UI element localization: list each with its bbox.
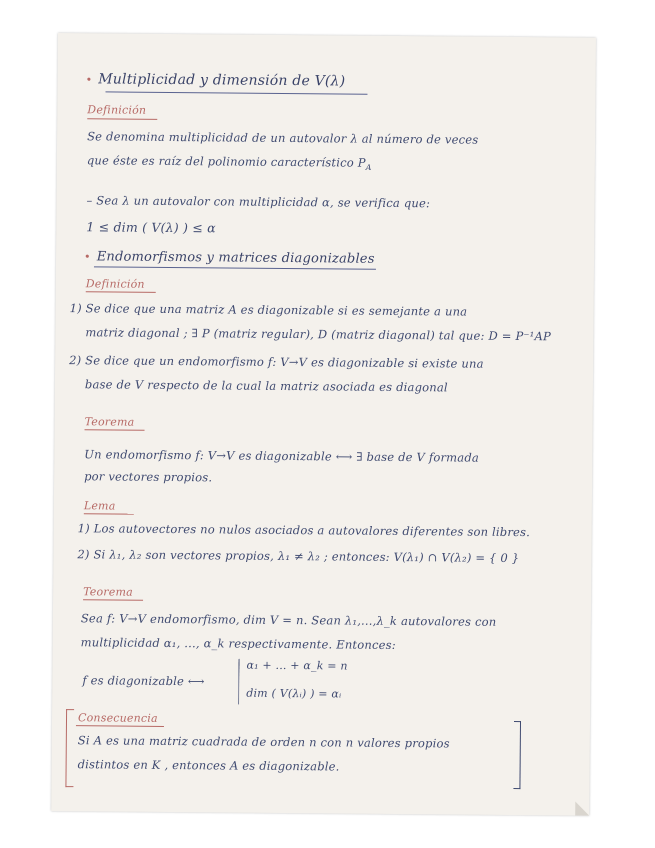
teorema1-line1: Un endomorfismo f: V→V es diagonizable ⟷ ∃ base de V formada [84, 447, 480, 465]
lema-heading: Lema [83, 499, 116, 513]
section2-d2-line1: 2) Se dice que un endomorfismo f: V→V es diagonizable si existe una [69, 353, 484, 371]
consecuencia-heading: Consecuencia [77, 711, 158, 725]
section1-def-heading: Definición [87, 103, 147, 117]
section1-def-line2 [87, 153, 372, 172]
bullet-icon: • [83, 250, 91, 264]
lema-line2: 2) Si λ₁, λ₂ son vectores propios, λ₁ ≠ λ₂ ; entonces: V(λ₁) ∩ V(λ₂) = { 0 } [77, 547, 520, 566]
section1-title-text: Multiplicidad y dimensión de V(λ) [98, 71, 346, 90]
teorema1-line2: por vectores propios. [84, 469, 213, 485]
teorema2-line2: multiplicidad α₁, ..., α_k respectivamente. Entonces: [80, 635, 396, 652]
consecuencia-line2: distintos en K , entonces A es diagonizable. [77, 757, 340, 774]
section1-inequality: 1 ≤ dim ( V(λ) ) ≤ α [86, 219, 216, 236]
def-line2-text: que éste es raíz del polinomio característico P [86, 153, 366, 170]
def-heading-underline [87, 118, 157, 120]
section2-d2-line2: base de V respecto de la cual la matriz asociada es diagonal [84, 377, 448, 395]
teorema1-underline [85, 429, 145, 431]
teorema2-line1: Sea f: V→V endomorfismo, dim V = n. Sean λ₁,...,λ_k autovalores con [80, 611, 497, 629]
section2-title [84, 249, 375, 267]
section1-def-line1: Se denomina multiplicidad de un autovalor λ al número de veces [87, 129, 479, 147]
section1-title [86, 71, 346, 89]
consecuencia-underline [76, 725, 164, 727]
section2-def-heading: Definición [85, 277, 145, 291]
teorema2-cond1: α₁ + ... + α_k = n [246, 658, 348, 673]
teorema2-underline [83, 599, 143, 601]
lema-line1: 1) Los autovectores no nulos asociados a autovalores diferentes son libres. [77, 521, 531, 540]
consecuencia-box-right [513, 721, 521, 789]
section2-d1-line2: matriz diagonal ; ∃ P (matriz regular), D (matriz diagonal) tal que: D = P⁻¹AP [85, 325, 552, 344]
bullet-icon: • [85, 73, 93, 87]
paper-sheet [51, 33, 596, 816]
def-heading-underline [86, 291, 156, 293]
page-corner-fold [575, 802, 589, 816]
section2-d1-line1: 1) Se dice que una matriz A es diagonizable si es semejante a una [69, 301, 468, 319]
lema-underline [84, 513, 134, 514]
teorema2-heading: Teorema [83, 585, 133, 599]
consecuencia-box-left [65, 709, 74, 787]
teorema2-cond2: dim ( V(λᵢ) ) = αᵢ [246, 686, 342, 701]
section2-title-underline [94, 266, 376, 269]
consecuencia-line1: Si A es una matriz cuadrada de orden n con n valores propios [77, 733, 450, 751]
section2-title-text: Endomorfismos y matrices diagonizables [96, 249, 375, 267]
section1-note-line1: – Sea λ un autovalor con multiplicidad α, se verifica que: [86, 193, 431, 211]
brace-icon [238, 659, 239, 705]
section1-title-underline [105, 91, 367, 94]
teorema1-heading: Teorema [84, 415, 135, 429]
teorema2-left: f es diagonizable ⟷ [82, 673, 205, 689]
def-line2-subscript: A [365, 162, 372, 173]
